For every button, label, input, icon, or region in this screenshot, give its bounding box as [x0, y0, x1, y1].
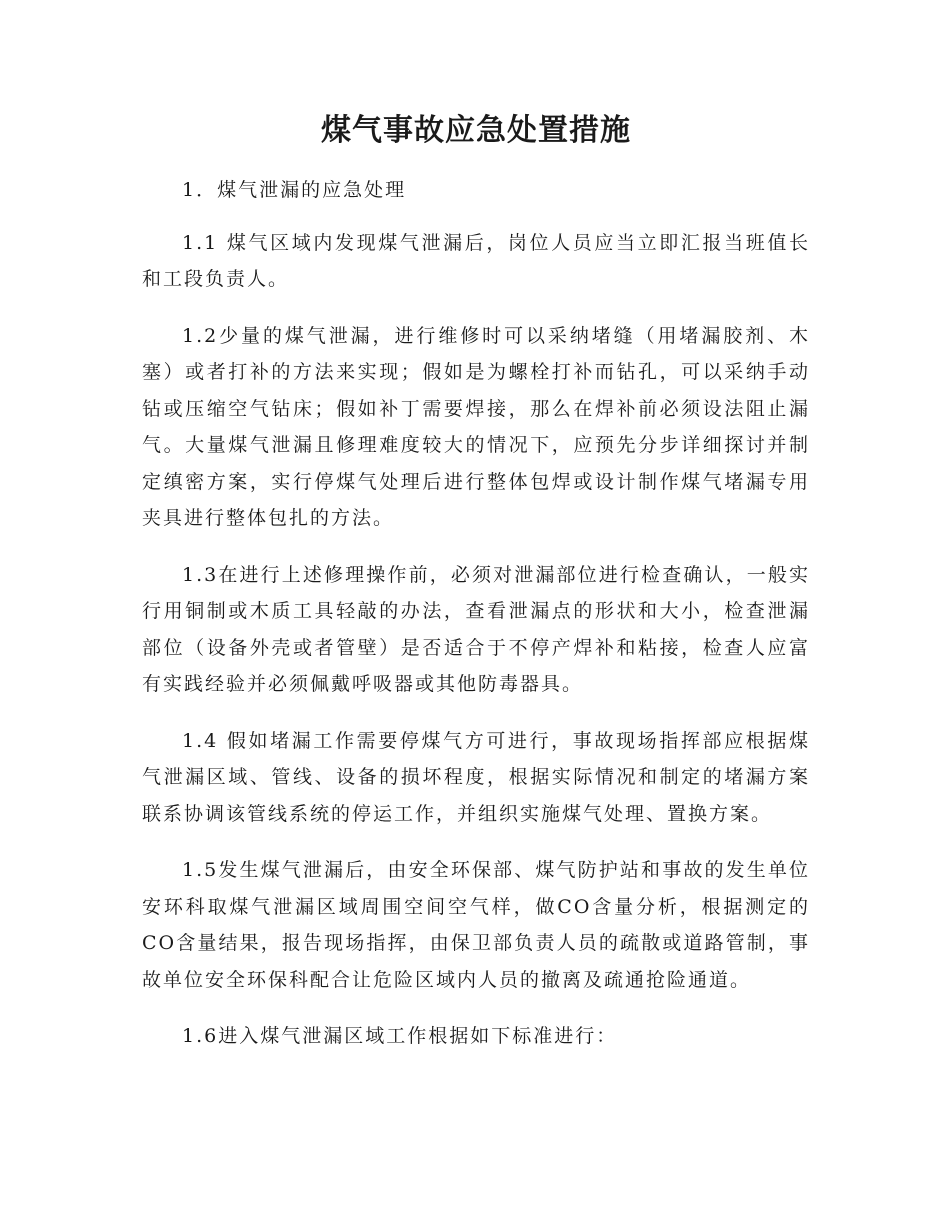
paragraph-1-2: 1.2少量的煤气泄漏，进行维修时可以采纳堵缝（用堵漏胶剂、木塞）或者打补的方法来实现；假如是为螺栓打补而钻孔，可以采纳手动钻或压缩空气钻床；假如补丁需要焊接，那么在焊补前必须设法阻止漏气。大量煤气泄漏且修理难度较大的情况下，应预先分步详细探讨并制定缜密方案，实行停煤气处理后进行整体包焊或设计制作煤气堵漏专用夹具进行整体包扎的方法。 — [142, 324, 810, 529]
paragraph-1-1: 1.1 煤气区域内发现煤气泄漏后，岗位人员应当立即汇报当班值长和工段负责人。 — [142, 231, 810, 290]
paragraph-1-6: 1.6进入煤气泄漏区域工作根据如下标准进行： — [182, 1025, 618, 1047]
document-title: 煤气事故应急处置措施 — [321, 113, 631, 148]
section-heading-1: 1．煤气泄漏的应急处理 — [182, 179, 407, 201]
paragraph-1-4: 1.4 假如堵漏工作需要停煤气方可进行，事故现场指挥部应根据煤气泄漏区域、管线、设备的损坏程度，根据实际情况和制定的堵漏方案联系协调该管线系统的停运工作，并组织实施煤气处理、置换方案。 — [142, 729, 810, 825]
paragraph-1-5: 1.5发生煤气泄漏后，由安全环保部、煤气防护站和事故的发生单位安环科取煤气泄漏区域周围空间空气样，做CO含量分析，根据测定的CO含量结果，报告现场指挥，由保卫部负责人员的疏散或道路管制，事故单位安全环保科配合让危险区域内人员的撤离及疏通抢险通道。 — [142, 859, 810, 991]
paragraph-1-3: 1.3在进行上述修理操作前，必须对泄漏部位进行检查确认，一般实行用铜制或木质工具轻敲的办法，查看泄漏点的形状和大小，检查泄漏部位（设备外壳或者管壁）是否适合于不停产焊补和粘接，检查人应富有实践经验并必须佩戴呼吸器或其他防毒器具。 — [142, 563, 810, 695]
